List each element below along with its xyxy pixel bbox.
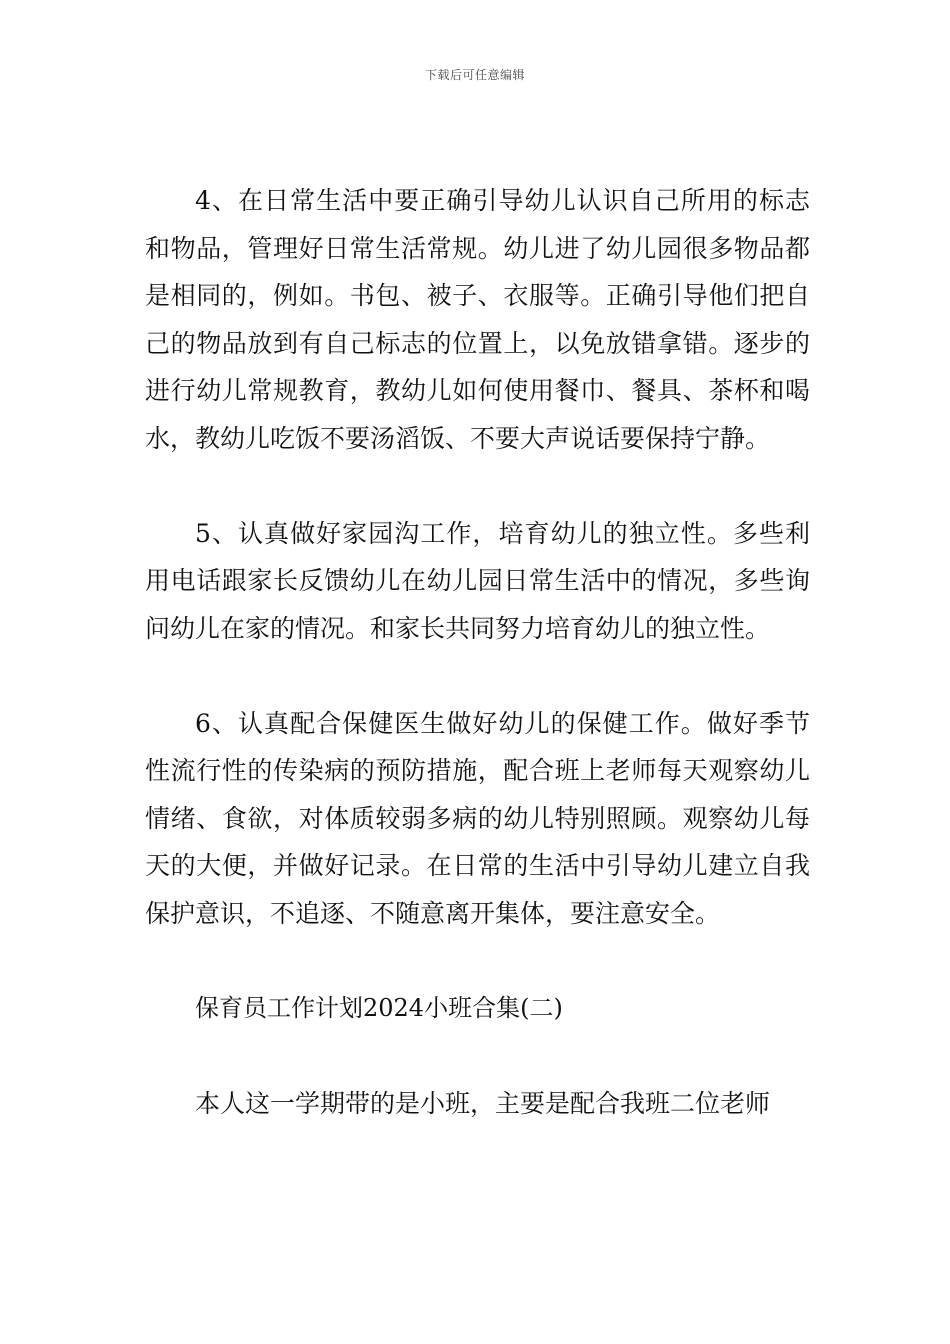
paragraph-spacer (145, 652, 810, 700)
paragraph-spacer (145, 937, 810, 985)
paragraph-item-4: 4、在日常生活中要正确引导幼儿认识自己所用的标志和物品，管理好日常生活常规。幼儿进了幼儿园很多物品都是相同的，例如。书包、被子、衣服等。正确引导他们把自己的物品放到有自己标志的位置上，以免放错拿错。逐步的进行幼儿常规教育，教幼儿如何使用餐巾、餐具、茶杯和喝水，教幼儿吃饭不要汤滔饭、不要大声说话要保持宁静。 (145, 186, 810, 453)
paragraph-item-6: 6、认真配合保健医生做好幼儿的保健工作。做好季节性流行性的传染病的预防措施，配合班上老师每天观察幼儿情绪、食欲，对体质较弱多病的幼儿特别照顾。观察幼儿每天的大便，并做好记录。在日常的生活中引导幼儿建立自我保护意识，不追逐、不随意离开集体，要注意安全。 (145, 708, 810, 928)
paragraph-spacer (145, 1032, 810, 1080)
document-body (145, 177, 810, 1127)
section-title: 保育员工作计划2024小班合集(二) (195, 993, 563, 1022)
paragraph-item-5: 5、认真做好家园沟工作，培育幼儿的独立性。多些利用电话跟家长反馈幼儿在幼儿园日常生活中的情况，多些询问幼儿在家的情况。和家长共同努力培育幼儿的独立性。 (145, 518, 810, 643)
intro-paragraph: 本人这一学期带的是小班，主要是配合我班二位老师 (195, 1088, 771, 1118)
page-header-note: 下载后可任意编辑 (424, 68, 525, 82)
paragraph-spacer (145, 462, 810, 510)
